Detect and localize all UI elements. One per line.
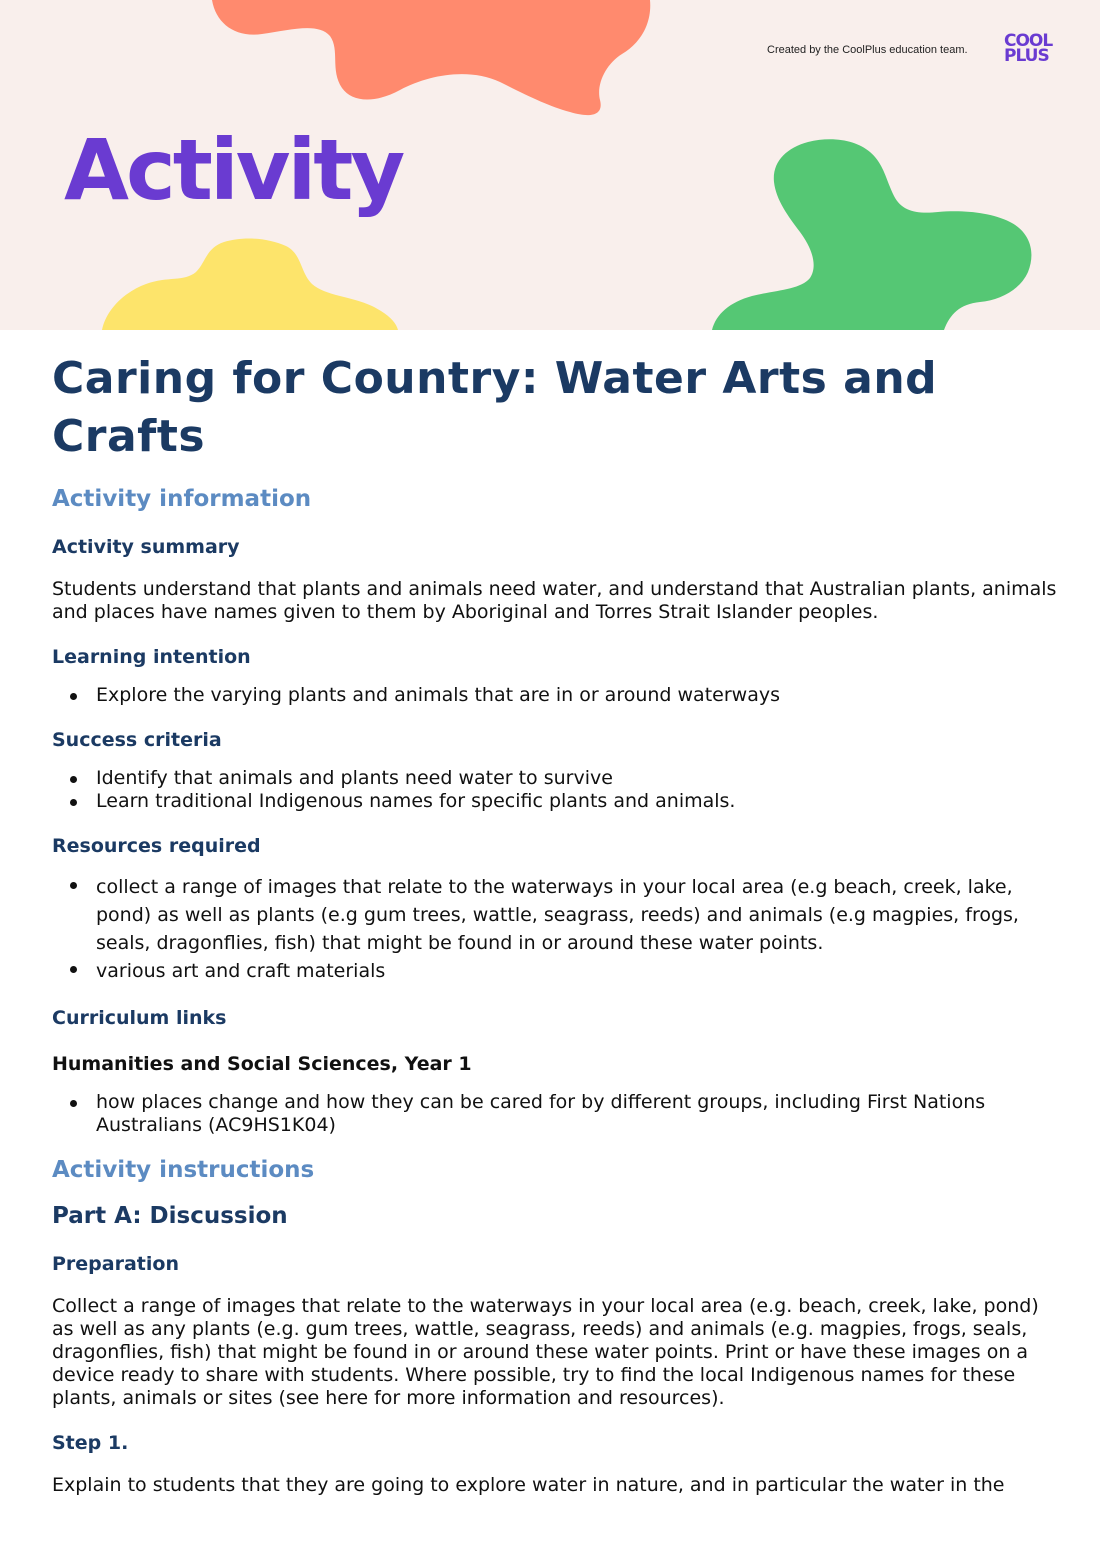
learning-intention-list [52,684,1062,707]
credit-text: Created by the CoolPlus education team. [767,44,968,56]
yellow-blob [102,239,398,330]
part-a-heading: Part A: Discussion [52,1203,288,1229]
green-blob [712,139,1031,330]
resources-required-heading: Resources required [52,835,261,857]
list-item: collect a range of images that relate to the waterways in your local area (e.g beach, creek, lake, pond) as well as plants (e.g gum trees, wattle, seagrass, reeds) and animals (e.g magpies, frogs, seals, dragonflies, fish) that might be found in or around these water points. [96,873,1062,957]
success-criteria-list [52,767,1062,813]
activity-summary-heading: Activity summary [52,536,240,558]
activity-summary-text: Students understand that plants and animals need water, and understand that Australian plants, animals and places have names given to them by Aboriginal and Torres Strait Islander peoples. [52,578,1057,623]
step-1-heading: Step 1. [52,1432,129,1454]
banner-title: Activity [64,121,403,219]
preparation-heading: Preparation [52,1253,179,1275]
list-item: various art and craft materials [96,957,1062,985]
learning-intention-heading: Learning intention [52,646,251,668]
curriculum-links-heading: Curriculum links [52,1007,227,1029]
page-title: Caring for Country: Water Arts and Crafts [52,353,938,462]
list-item: Identify that animals and plants need water to survive [96,767,1062,790]
activity-information-heading: Activity information [52,486,312,512]
logo-line-1: COOL [1004,31,1053,51]
coral-blob [212,0,650,115]
header-banner [0,0,1100,330]
curriculum-links-list [52,1091,1062,1137]
coolplus-logo [1004,31,1068,66]
list-item: Learn traditional Indigenous names for specific plants and animals. [96,790,1062,813]
list-item: Explore the varying plants and animals that are in or around waterways [96,684,1062,707]
document-body [52,350,1062,1497]
preparation-text: Collect a range of images that relate to the waterways in your local area (e.g. beach, creek, lake, pond) as well as any plants (e.g. gum trees, wattle, seagrass, reeds) and animals (e.g. magpies, frogs, seals, dragonflies, fish) that might be found in or around these water points. Print or have these images on a device ready to share with students. Where possible, try to find the local Indigenous names for these plants, animals or sites (see here for more information and resources). [52,1295,1039,1409]
step-1-text: Explain to students that they are going to explore water in nature, and in particular the water in the [52,1474,1005,1496]
activity-instructions-heading: Activity instructions [52,1157,315,1183]
resources-required-list [52,873,1062,985]
logo-line-2: PLUS [1004,46,1049,66]
success-criteria-heading: Success criteria [52,729,222,751]
list-item: how places change and how they can be cared for by different groups, including First Nations Australians (AC9HS1K04) [96,1091,1062,1137]
curriculum-subject: Humanities and Social Sciences, Year 1 [52,1053,472,1075]
